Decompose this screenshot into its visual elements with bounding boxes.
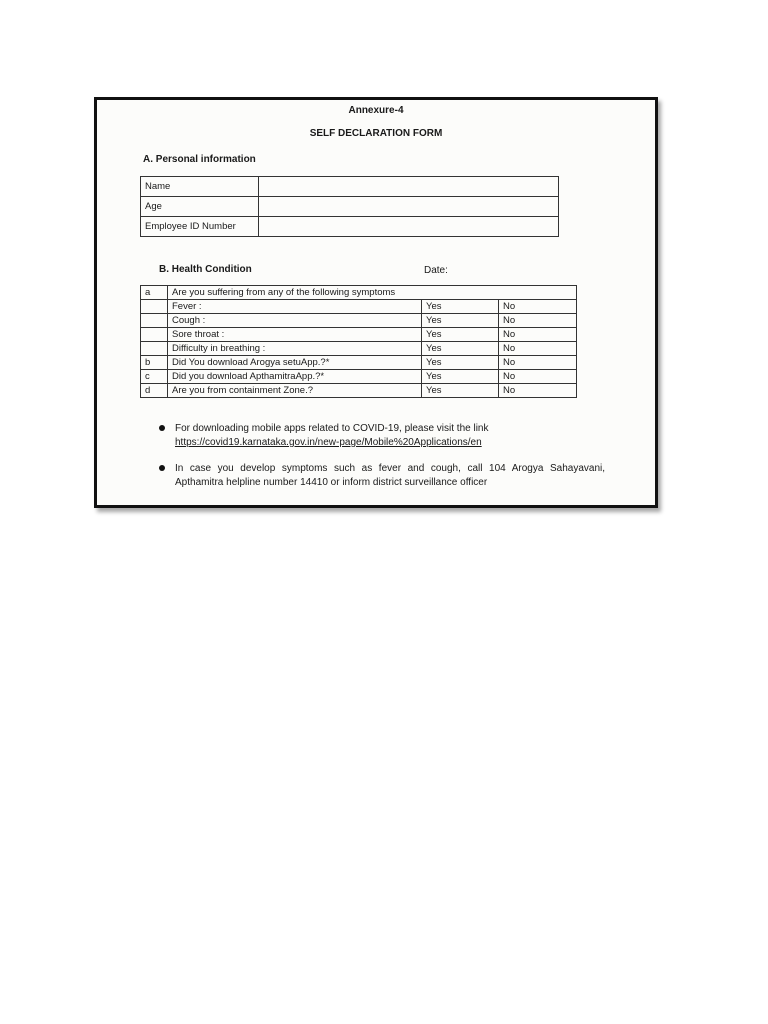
yes-option: Yes — [422, 328, 499, 342]
table-row — [141, 286, 577, 300]
table-row — [141, 356, 577, 370]
note-text-body: For downloading mobile apps related to COVID-19, please visit the link — [175, 423, 489, 434]
no-option: No — [499, 384, 577, 398]
table-row — [141, 370, 577, 384]
form-title: SELF DECLARATION FORM — [309, 128, 443, 139]
table-row — [141, 384, 577, 398]
table-row — [141, 342, 577, 356]
covid-apps-link: https://covid19.karnataka.gov.in/new-page/Mobile%20Applications/en — [175, 437, 482, 448]
row-question: Did you download ApthamitraApp.?* — [168, 370, 422, 384]
no-option: No — [499, 342, 577, 356]
row-question: Sore throat : — [168, 328, 422, 342]
scanned-form-image — [94, 97, 658, 508]
no-option: No — [499, 356, 577, 370]
list-item — [157, 422, 605, 450]
field-label-age: Age — [141, 197, 259, 217]
section-b-heading: B. Health Condition — [159, 264, 252, 275]
field-value-employee-id — [259, 217, 559, 237]
field-value-age — [259, 197, 559, 217]
table-row — [141, 328, 577, 342]
personal-info-table — [140, 176, 559, 237]
table-row — [141, 300, 577, 314]
date-label: Date: — [424, 265, 448, 276]
row-question: Difficulty in breathing : — [168, 342, 422, 356]
list-item — [157, 462, 605, 490]
health-condition-table — [140, 285, 577, 398]
field-value-name — [259, 177, 559, 197]
table-row — [141, 177, 559, 197]
field-label-name: Name — [141, 177, 259, 197]
field-label-employee-id: Employee ID Number — [141, 217, 259, 237]
row-index: a — [141, 286, 168, 300]
row-question: Cough : — [168, 314, 422, 328]
row-question: Did You download Arogya setuApp.?* — [168, 356, 422, 370]
row-index: d — [141, 384, 168, 398]
yes-option: Yes — [422, 370, 499, 384]
yes-option: Yes — [422, 314, 499, 328]
yes-option: Yes — [422, 384, 499, 398]
section-a-heading: A. Personal information — [143, 154, 256, 165]
note-text — [175, 422, 605, 450]
row-index: c — [141, 370, 168, 384]
no-option: No — [499, 370, 577, 384]
no-option: No — [499, 300, 577, 314]
row-index: b — [141, 356, 168, 370]
row-index — [141, 300, 168, 314]
row-question: Are you suffering from any of the following symptoms — [168, 286, 577, 300]
yes-option: Yes — [422, 300, 499, 314]
annexure-label: Annexure-4 — [348, 105, 404, 116]
no-option: No — [499, 328, 577, 342]
row-question: Are you from containment Zone.? — [168, 384, 422, 398]
no-option: No — [499, 314, 577, 328]
yes-option: Yes — [422, 356, 499, 370]
note-text: In case you develop symptoms such as fever and cough, call 104 Arogya Sahayavani, Apthamitra helpline number 14410 or inform district surveillance officer — [175, 463, 605, 488]
bullet-icon — [159, 465, 165, 471]
bullet-icon — [159, 425, 165, 431]
row-index — [141, 342, 168, 356]
row-question: Fever : — [168, 300, 422, 314]
row-index — [141, 314, 168, 328]
notes-list — [157, 422, 605, 502]
table-row — [141, 197, 559, 217]
row-index — [141, 328, 168, 342]
table-row — [141, 217, 559, 237]
table-row — [141, 314, 577, 328]
yes-option: Yes — [422, 342, 499, 356]
